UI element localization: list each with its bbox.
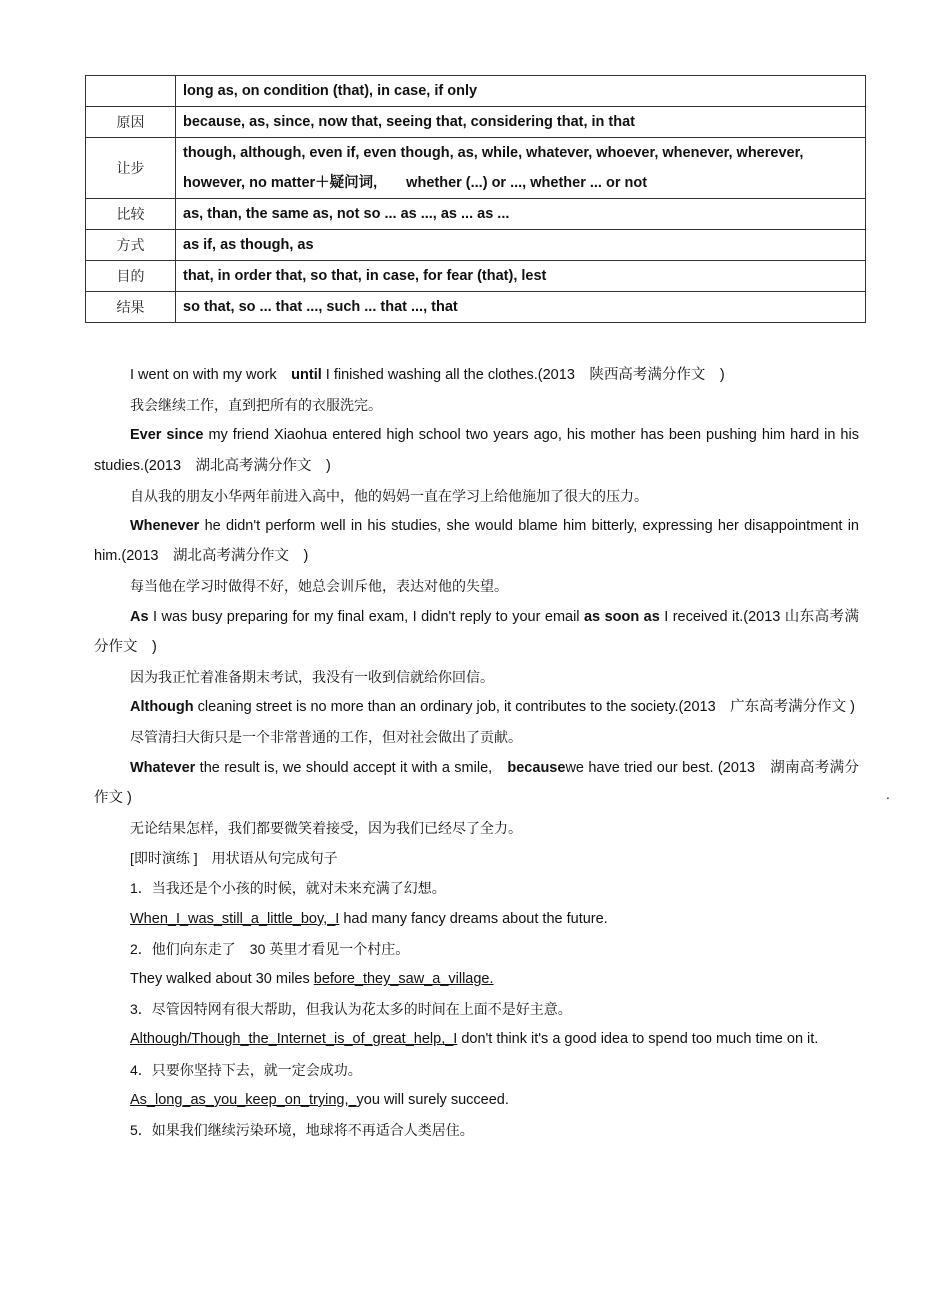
example-english <box>94 602 859 662</box>
conjunction-text: though, although, even if, even though, as, while, whatever, whoever, whenever, wherever, <box>183 145 804 161</box>
category-cell: 原因 <box>86 107 176 138</box>
conjunction-cell <box>176 230 866 261</box>
answer-blank: Although/Though_the_Internet_is_of_great_help,_I <box>130 1031 458 1048</box>
conjunction-text: because, as, since, now that, seeing that, considering that, in that <box>183 114 636 130</box>
example-english <box>94 360 859 390</box>
document-body <box>94 360 859 1145</box>
conjunction-cell <box>176 76 866 107</box>
conjunction-text: however, no matter＋疑问词, whether (...) or ..., whether ... or not <box>183 175 648 191</box>
example-chinese: 自从我的朋友小华两年前进入高中，他的妈妈一直在学习上给他施加了很大的压力。 <box>130 487 648 504</box>
bold-conjunction: because <box>507 759 566 776</box>
practice-answer <box>94 904 859 934</box>
answer-blank: When_I_was_still_a_little_boy,_I <box>130 910 340 927</box>
practice-prompt: 2．他们向东走了 30 英里才看见一个村庄。 <box>130 940 410 957</box>
practice-answer <box>94 1085 859 1115</box>
example-english <box>94 692 859 722</box>
example-chinese: 每当他在学习时做得不好，她总会训斥他，表达对他的失望。 <box>130 578 508 595</box>
example-chinese: 无论结果怎样，我们都要微笑着接受，因为我们已经尽了全力。 <box>130 820 522 837</box>
practice-section <box>94 843 859 1145</box>
table-row <box>86 199 866 230</box>
practice-answer <box>94 1024 859 1054</box>
table-row <box>86 230 866 261</box>
example-chinese: 我会继续工作，直到把所有的衣服洗完。 <box>130 397 382 414</box>
conjunction-table <box>85 75 866 323</box>
table-row <box>86 76 866 107</box>
example-chinese: 尽管清扫大街只是一个非常普通的工作，但对社会做出了贡献。 <box>130 729 522 746</box>
conjunction-text: as, than, the same as, not so ... as ..., as ... as ... <box>183 206 510 222</box>
example-english <box>94 511 859 571</box>
category-cell: 比较 <box>86 199 176 230</box>
conjunction-cell <box>176 107 866 138</box>
category-cell: 方式 <box>86 230 176 261</box>
sentence-text: my friend Xiaohua entered high school two years ago, his mother has been pushing him hard in his studies.(2013 湖北高考满分作文 ) <box>94 427 859 474</box>
sentence-text: I finished washing all the clothes.(2013 陕西高考满分作文 ) <box>321 367 725 383</box>
sentence-text: I was busy preparing for my final exam, I didn't reply to your email <box>148 608 584 625</box>
practice-prompt: 3．尽管因特网有很大帮助，但我认为花太多的时间在上面不是好主意。 <box>130 1001 572 1018</box>
category-cell: 让步 <box>86 138 176 199</box>
category-cell <box>86 76 176 107</box>
bold-conjunction: Whatever <box>130 759 196 776</box>
sentence-text: I went on with my work <box>130 367 292 383</box>
sentence-text: cleaning street is no more than an ordinary job, it contributes to the society.(2013 广东高考满分作文 ) <box>193 699 856 716</box>
practice-prompt: 5．如果我们继续污染环境，地球将不再适合人类居住。 <box>130 1122 474 1139</box>
example-chinese: 因为我正忙着准备期末考试，我没有一收到信就给你回信。 <box>130 669 494 686</box>
bold-conjunction: until <box>291 367 322 383</box>
conjunction-text: as if, as though, as <box>183 237 314 253</box>
conjunction-cell <box>176 261 866 292</box>
conjunction-text: that, in order that, so that, in case, for fear (that), lest <box>183 268 547 284</box>
sentence-text: we have tried our best. (2013 湖南高考满分作文 ) <box>94 759 859 806</box>
table-row <box>86 138 866 199</box>
bold-conjunction: as soon as <box>583 608 660 625</box>
sentence-text: They walked about 30 miles <box>130 971 314 988</box>
bold-conjunction: Whenever <box>130 518 200 535</box>
sentence-text: had many fancy dreams about the future. <box>339 910 608 927</box>
conjunction-cell <box>176 199 866 230</box>
answer-blank: before_they_saw_a_village. <box>313 971 494 988</box>
practice-heading: [即时演练 ] 用状语从句完成句子 <box>130 850 338 867</box>
table-row <box>86 292 866 323</box>
bold-conjunction: As <box>130 608 149 625</box>
table-row <box>86 107 866 138</box>
sentence-text: I received it.(2013 山东高考满分作文 ) <box>94 608 859 655</box>
category-cell: 目的 <box>86 261 176 292</box>
table-row <box>86 261 866 292</box>
conjunction-text: long as, on condition (that), in case, if only <box>183 83 478 99</box>
example-english <box>94 753 859 813</box>
answer-blank: As_long_as_you_keep_on_trying,_ <box>130 1091 357 1108</box>
sentence-text: don't think it's a good idea to spend too much time on it. <box>457 1031 819 1048</box>
practice-prompt: 4．只要你坚持下去，就一定会成功。 <box>130 1061 362 1078</box>
conjunction-cell <box>176 138 866 199</box>
practice-items <box>94 873 859 1145</box>
practice-answer <box>94 964 859 994</box>
conjunction-text: so that, so ... that ..., such ... that ..., that <box>183 299 458 315</box>
bold-conjunction: Although <box>130 699 194 716</box>
sentence-text: the result is, we should accept it with a smile, <box>195 759 508 776</box>
stray-mark: . <box>886 788 890 802</box>
bold-conjunction: Ever since <box>130 427 204 444</box>
category-cell: 结果 <box>86 292 176 323</box>
example-english <box>94 420 859 480</box>
sentence-text: you will surely succeed. <box>356 1091 509 1108</box>
practice-prompt: 1．当我还是个小孩的时候，就对未来充满了幻想。 <box>130 880 446 897</box>
sentence-text: he didn't perform well in his studies, she would blame him bitterly, expressing her disappointment in him.(2013 湖北高考满分作文 ) <box>94 518 859 565</box>
examples-section <box>94 360 859 843</box>
conjunction-cell <box>176 292 866 323</box>
